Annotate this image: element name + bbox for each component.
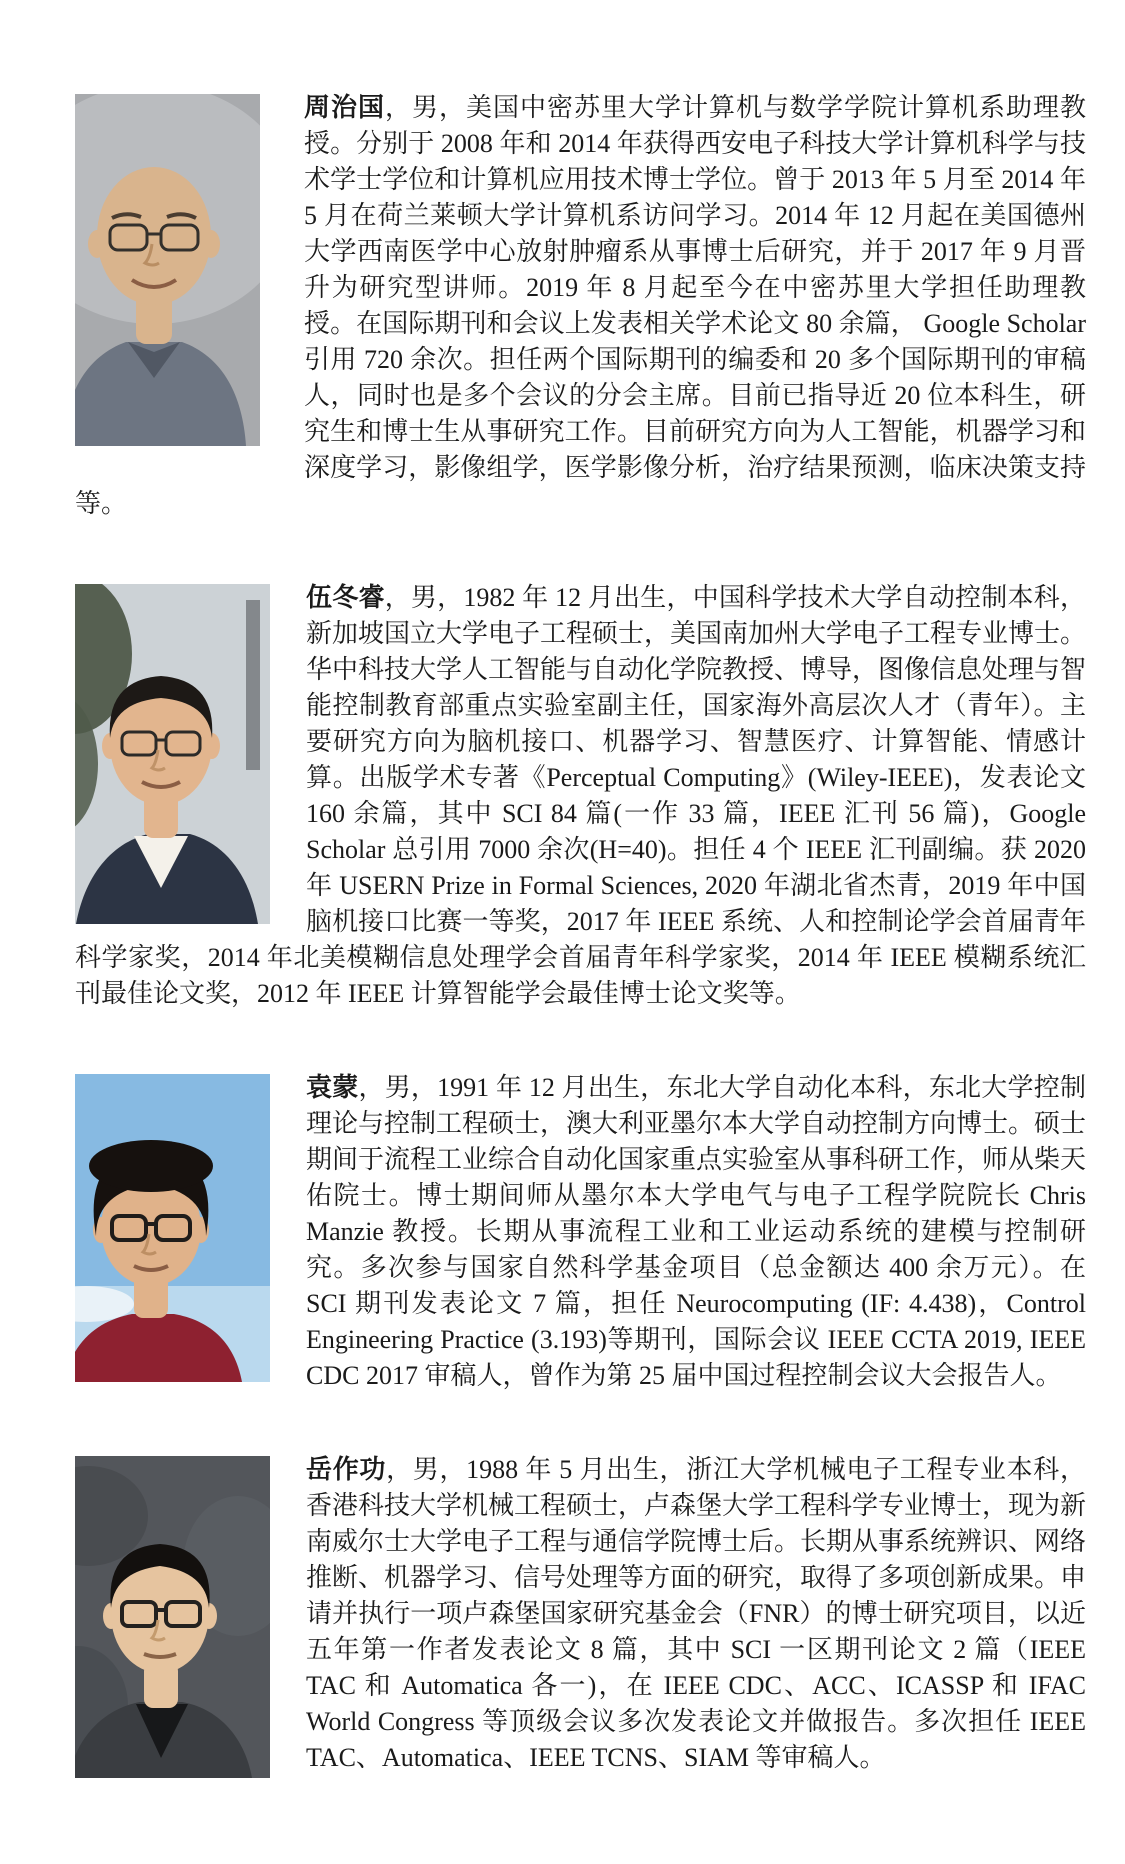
- portrait-photo-yue-zuogong: [75, 1456, 270, 1778]
- person-name: 伍冬睿: [306, 583, 385, 612]
- bio-section-zhou-zhiguo: [75, 90, 1086, 522]
- portrait-illustration: [75, 94, 260, 446]
- portrait-photo-yuan-meng: [75, 1074, 270, 1382]
- bio-body: ，男，1988 年 5 月出生，浙江大学机械电子工程专业本科，香港科技大学机械工程硕士，卢森堡大学工程科学专业博士，现为新南威尔士大学电子工程与通信学院博士后。长期从事系统辨识、网络推断、机器学习、信号处理等方面的研究，取得了多项创新成果。申请并执行一项卢森堡国家研究基金会（FNR）的博士研究项目，以近五年第一作者发表论文 8 篇，其中 SCI 一区期刊论文 2 篇（IEEE TAC 和 Automatica 各一)，在 IEEE CDC、ACC、ICASSP 和 IFAC World Congress 等顶级会议多次发表论文并做报告。多次担任 IEEE TAC、Automatica、IEEE TCNS、SIAM 等审稿人。: [306, 1455, 1086, 1772]
- bio-section-wu-dongrui: [75, 580, 1086, 1012]
- person-name: 周治国: [304, 93, 385, 122]
- bio-body: ，男，美国中密苏里大学计算机与数学学院计算机系助理教授。分别于 2008 年和 2014 年获得西安电子科技大学计算机科学与技术学士学位和计算机应用技术博士学位。曾于 2013 年 5 月至 2014 年 5 月在荷兰莱顿大学计算机系访问学习。2014 年 12 月起在美国德州大学西南医学中心放射肿瘤系从事博士后研究，并于 2017 年 9 月晋升为研究型讲师。2019 年 8 月起至今在中密苏里大学担任助理教授。在国际期刊和会议上发表相关学术论文 80 余篇， Google Scholar 引用 720 余次。担任两个国际期刊的编委和 20 多个国际期刊的审稿人，同时也是多个会议的分会主席。目前已指导近 20 位本科生，研究生和博士生从事研究工作。目前研究方向为人工智能，机器学习和深度学习，影像组学，医学影像分析，治疗结果预测，临床决策支持等。: [75, 93, 1086, 518]
- hair-top: [89, 1140, 213, 1192]
- portrait-illustration: [75, 1456, 270, 1778]
- portrait-illustration: [75, 1074, 270, 1382]
- bio-body: ，男，1982 年 12 月出生，中国科学技术大学自动控制本科，新加坡国立大学电子工程硕士，美国南加州大学电子工程专业博士。华中科技大学人工智能与自动化学院教授、博导，图像信息处理与智能控制教育部重点实验室副主任，国家海外高层次人才（青年）。主要研究方向为脑机接口、机器学习、智慧医疗、计算智能、情感计算。出版学术专著《Perceptual Computing》(Wiley-IEEE)，发表论文 160 余篇，其中 SCI 84 篇(一作 33 篇，IEEE 汇刊 56 篇)，Google Scholar 总引用 7000 余次(H=40)。担任 4 个 IEEE 汇刊副编。获 2020 年 USERN Prize in Formal Sciences, 2020 年湖北省杰青，2019 年中国脑机接口比赛一等奖，2017 年 IEEE 系统、人和控制论学会首届青年科学家奖，2014 年北美模糊信息处理学会首届青年科学家奖，2014 年 IEEE 模糊系统汇刊最佳论文奖，2012 年 IEEE 计算智能学会最佳博士论文奖等。: [75, 583, 1086, 1008]
- portrait-photo-wu-dongrui: [75, 584, 270, 924]
- background-pole: [246, 600, 260, 770]
- bio-section-yue-zuogong: [75, 1452, 1086, 1786]
- portrait-illustration: [75, 584, 270, 924]
- portrait-photo-zhou-zhiguo: [75, 94, 260, 446]
- bio-body: ，男，1991 年 12 月出生，东北大学自动化本科，东北大学控制理论与控制工程硕士，澳大利亚墨尔本大学自动控制方向博士。硕士期间于流程工业综合自动化国家重点实验室从事科研工作，师从柴天佑院士。博士期间师从墨尔本大学电气与电子工程学院院长 Chris Manzie 教授。长期从事流程工业和工业运动系统的建模与控制研究。多次参与国家自然科学基金项目（总金额达 400 余万元）。在 SCI 期刊发表论文 7 篇，担任 Neurocomputing (IF: 4.438)，Control Engineering Practice (3.193)等期刊，国际会议 IEEE CCTA 2019, IEEE CDC 2017 审稿人，曾作为第 25 届中国过程控制会议大会报告人。: [306, 1073, 1086, 1390]
- person-name: 袁蒙: [306, 1073, 359, 1102]
- head: [97, 167, 211, 305]
- person-name: 岳作功: [306, 1455, 387, 1484]
- bio-section-yuan-meng: [75, 1070, 1086, 1394]
